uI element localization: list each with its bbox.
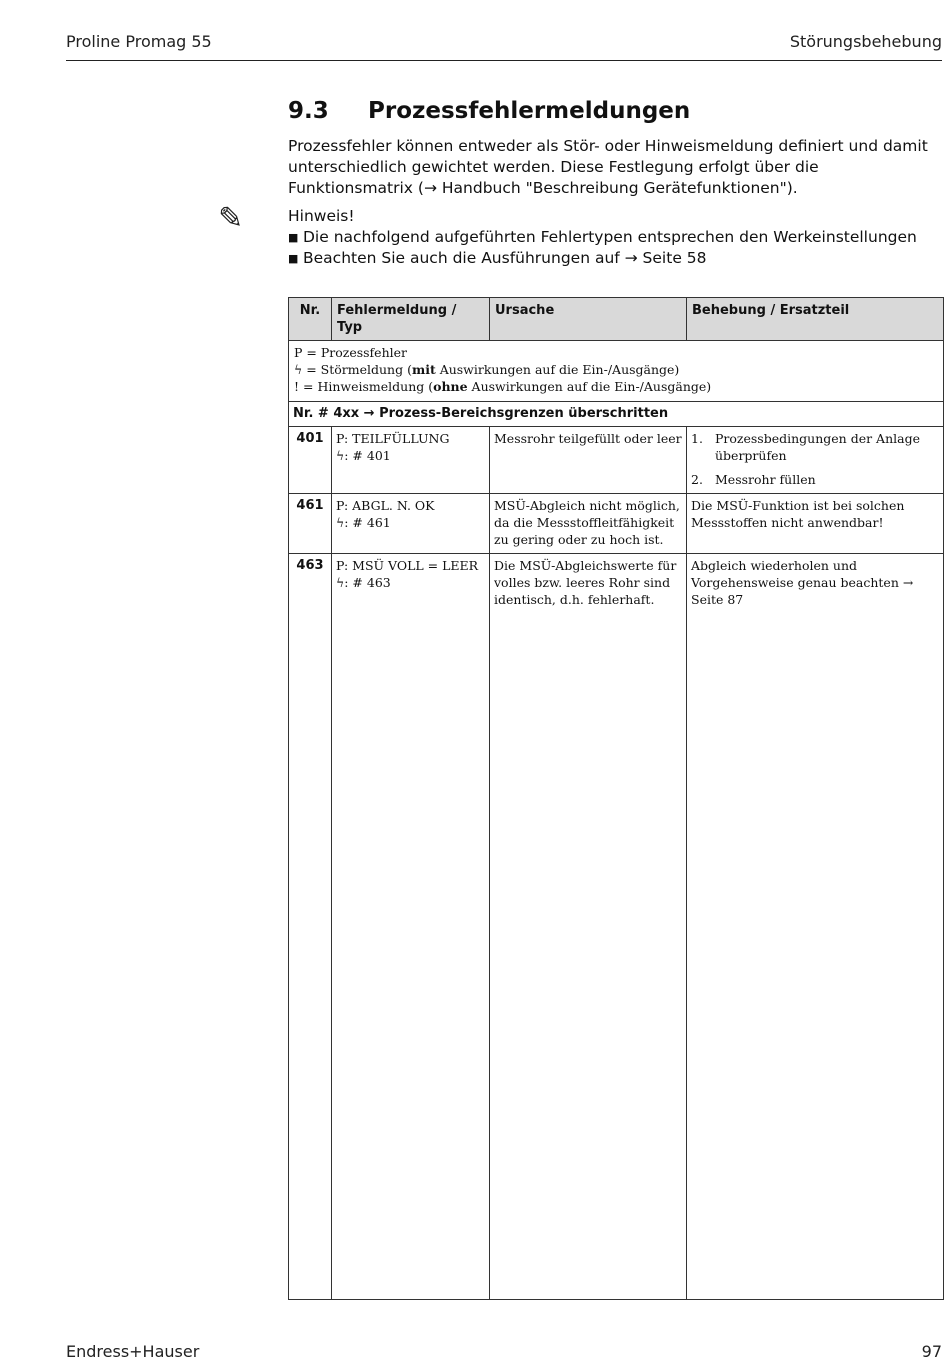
column-header-cause: Ursache [490, 298, 687, 341]
error-type [332, 554, 490, 1300]
error-remedy: Die MSÜ-Funktion ist bei solchen Messstoffen nicht anwendbar! [687, 494, 944, 554]
error-remedy [687, 427, 944, 494]
column-header-message: Fehlermeldung / Typ [332, 298, 490, 341]
page-number: 97 [921, 1342, 942, 1361]
error-type [332, 427, 490, 494]
error-cause: Messrohr teilgefüllt oder leer [490, 427, 687, 494]
legend-line [294, 361, 938, 378]
header-rule [66, 60, 942, 61]
section-title: Prozessfehlermeldungen [368, 98, 691, 124]
error-number: 463 [289, 554, 332, 1300]
legend-row [289, 341, 944, 402]
step-text: Messrohr füllen [715, 472, 816, 487]
error-type-line: P: TEILFÜLLUNG [336, 431, 450, 446]
column-header-nr: Nr. [289, 298, 332, 341]
error-type-line: P: MSÜ VOLL = LEER [336, 558, 479, 573]
square-bullet-icon: ■ [288, 231, 299, 244]
error-type [332, 494, 490, 554]
step-number: 1. [691, 431, 703, 446]
error-type-line: P: ABGL. N. OK [336, 498, 435, 513]
error-type-line: ϟ: # 401 [336, 448, 391, 463]
error-number: 401 [289, 427, 332, 494]
square-bullet-icon: ■ [288, 252, 299, 265]
error-cause: MSÜ-Abgleich nicht möglich, da die Messstoffleitfähigkeit zu gering oder zu hoch ist. [490, 494, 687, 554]
legend-line [294, 378, 938, 395]
note-item [288, 248, 943, 269]
legend-line: P = Prozessfehler [294, 345, 408, 360]
error-type-line: ϟ: # 463 [336, 575, 391, 590]
running-header-product: Proline Promag 55 [66, 32, 212, 51]
error-number: 461 [289, 494, 332, 554]
table-row [289, 554, 944, 1300]
legend-text: ! = Hinweismeldung ( [294, 379, 434, 394]
note-item-text: Beachten Sie auch die Ausführungen auf → Seite 58 [303, 249, 707, 267]
table-row [289, 427, 944, 494]
footer-brand: Endress+Hauser [66, 1342, 200, 1361]
pencil-note-icon: ✎ [218, 201, 244, 236]
table-header-row [289, 298, 944, 341]
note-item [288, 227, 943, 248]
running-header-chapter: Störungsbehebung [789, 32, 942, 51]
section-block [288, 96, 943, 199]
error-remedy: Abgleich wiederholen und Vorgehensweise genau beachten → Seite 87 [687, 554, 944, 1300]
column-header-remedy: Behebung / Ersatzteil [687, 298, 944, 341]
legend-emphasis: ohne [433, 379, 468, 394]
process-error-table [288, 297, 944, 1300]
table-row [289, 494, 944, 554]
group-heading-row [289, 402, 944, 427]
legend-emphasis: mit [411, 362, 436, 377]
note-title: Hinweis! [288, 207, 355, 225]
remedy-step [691, 471, 939, 488]
note-item-text: Die nachfolgend aufgeführten Fehlertypen entsprechen den Werkeinstellungen [303, 228, 917, 246]
legend-text: Auswirkungen auf die Ein-/Ausgänge) [467, 379, 712, 394]
note-block [288, 206, 943, 269]
legend-cell [289, 341, 944, 402]
error-type-line: ϟ: # 461 [336, 515, 391, 530]
remedy-step [691, 430, 939, 464]
section-intro: Prozessfehler können entweder als Stör- oder Hinweismeldung definiert und damit unterschiedlich gewichtet werden. Diese Festlegung erfolgt über die Funktionsmatrix (→ Handbuch "Beschreibung Gerätefunktionen"). [288, 137, 928, 197]
legend-text: ϟ = Störmeldung ( [294, 362, 412, 377]
section-number: 9.3 [288, 98, 329, 124]
group-heading: Nr. # 4xx → Prozess-Bereichsgrenzen überschritten [289, 402, 944, 427]
step-number: 2. [691, 472, 703, 487]
error-cause: Die MSÜ-Abgleichswerte für volles bzw. leeres Rohr sind identisch, d.h. fehlerhaft. [490, 554, 687, 1300]
step-text: Prozessbedingungen der Anlage überprüfen [715, 431, 920, 463]
section-heading [288, 96, 943, 126]
legend-text: Auswirkungen auf die Ein-/Ausgänge) [435, 362, 680, 377]
